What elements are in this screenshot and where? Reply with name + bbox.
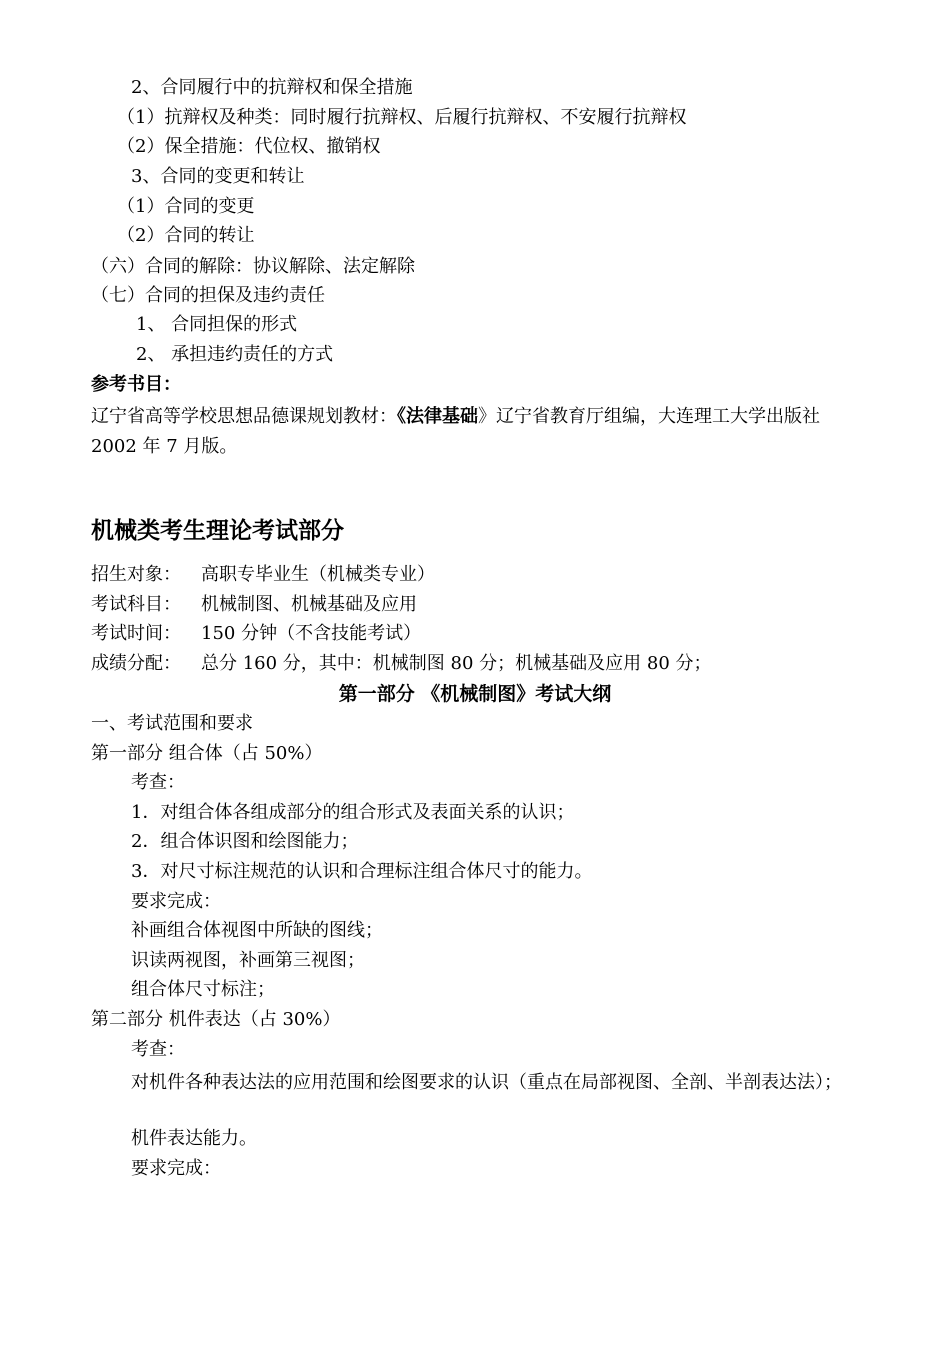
item-line: 一、考试范围和要求 — [91, 713, 253, 734]
item-line: （六）合同的解除：协议解除、法定解除 — [91, 256, 415, 277]
item-line: （七）合同的担保及违约责任 — [91, 285, 325, 306]
exam-info-key: 招生对象： — [91, 564, 181, 585]
item-line: 考查： — [131, 1039, 185, 1060]
item-line: （1）抗辩权及种类：同时履行抗辩权、后履行抗辩权、不安履行抗辩权 — [117, 107, 687, 128]
item-line: （2）合同的转让 — [117, 225, 255, 246]
item-line: 1．对组合体各组成部分的组合形式及表面关系的认识； — [131, 802, 575, 823]
references-suffix: 》辽宁省教育厅组编，大连理工大学出版社 2002 年 7 月版。 — [91, 406, 820, 457]
exam-info-key: 考试科目： — [91, 594, 181, 615]
item-line: 3．对尺寸标注规范的认识和合理标注组合体尺寸的能力。 — [131, 861, 593, 882]
item-line: 1、 合同担保的形式 — [136, 314, 298, 335]
section-heading: 机械类考生理论考试部分 — [91, 518, 344, 544]
item-line: 识读两视图，补画第三视图； — [131, 950, 365, 971]
item-line: 第一部分 组合体（占 50%） — [91, 743, 323, 764]
item-line: 要求完成： — [131, 1158, 221, 1179]
item-line: 组合体尺寸标注； — [131, 979, 275, 1000]
exam-info-row — [91, 563, 435, 587]
part-title: 第一部分 《机械制图》考试大纲 — [338, 683, 612, 705]
references-label: 参考书目： — [91, 374, 181, 395]
exam-info-value: 高职专毕业生（机械类专业） — [201, 564, 435, 585]
item-line: 机件表达能力。 — [131, 1128, 257, 1149]
item-line: 要求完成： — [131, 891, 221, 912]
exam-info-row — [91, 652, 712, 676]
item-line: 2、合同履行中的抗辩权和保全措施 — [131, 77, 413, 98]
item-line: 考查： — [131, 772, 185, 793]
exam-info-value: 总分 160 分，其中：机械制图 80 分；机械基础及应用 80 分； — [201, 653, 712, 674]
item-line: 2、 承担违约责任的方式 — [136, 344, 334, 365]
exam-info-key: 考试时间： — [91, 623, 181, 644]
references-prefix: 辽宁省高等学校思想品德课规划教材： — [91, 406, 397, 427]
exam-info-row — [91, 622, 421, 646]
exam-info-value: 150 分钟（不含技能考试） — [201, 623, 422, 644]
references-text — [91, 402, 861, 462]
references-book-title: 《法律基础 — [397, 406, 478, 427]
item-line: （2）保全措施：代位权、撤销权 — [117, 136, 381, 157]
exam-info-value: 机械制图、机械基础及应用 — [201, 594, 417, 615]
item-line: 第二部分 机件表达（占 30%） — [91, 1009, 341, 1030]
exam-info-key: 成绩分配： — [91, 653, 181, 674]
item-line: 3、合同的变更和转让 — [131, 166, 305, 187]
exam-info-row — [91, 593, 417, 617]
item-line: 补画组合体视图中所缺的图线； — [131, 920, 383, 941]
paragraph: 对机件各种表达法的应用范围和绘图要求的认识（重点在局部视图、全剖、半剖表达法）； — [131, 1072, 842, 1093]
item-line: 2．组合体识图和绘图能力； — [131, 831, 359, 852]
item-line: （1）合同的变更 — [117, 196, 255, 217]
